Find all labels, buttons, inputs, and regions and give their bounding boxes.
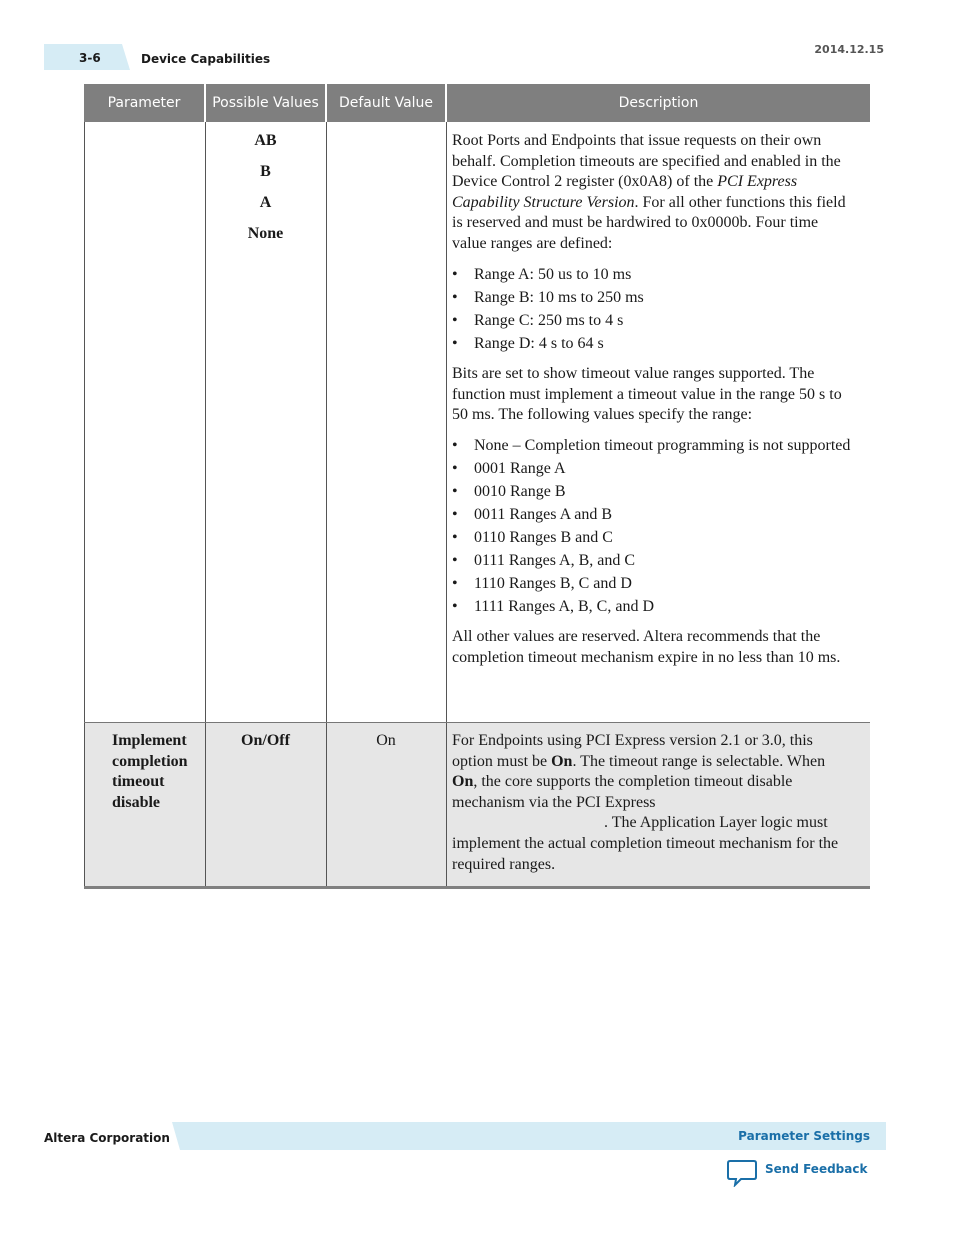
value-b: B	[260, 162, 271, 180]
column-header-default-value: Default Value	[327, 84, 445, 122]
column-header-parameter: Parameter	[84, 84, 204, 122]
value-a: A	[259, 193, 272, 211]
grid-line	[84, 122, 85, 886]
range-list	[452, 265, 852, 355]
possible-values-cell	[205, 131, 326, 255]
parameter-name: Implement completion timeout disable	[112, 732, 188, 811]
speech-bubble-icon[interactable]	[727, 1159, 757, 1192]
list-item: • Range B: 10 ms to 250 ms	[452, 288, 852, 309]
value-list	[452, 436, 852, 617]
description-paragraph: Bits are set to show timeout value ranges supported. The function must implement a timeout value in the range 50 s to 50 ms. The following values specify the range:	[452, 365, 842, 424]
grid-line	[326, 122, 327, 886]
description-cell: For Endpoints using PCI Express version 2.1 or 3.0, this option must be On. The timeout range is selectable. When On, the core supports the completion timeout disable mechanism via the PCI Express . The Application Layer logic must implement the actual completion timeout mechanism for the required ranges.	[452, 732, 839, 873]
page-number: 3-6	[79, 51, 101, 65]
list-item: • 0011 Ranges A and B	[452, 505, 852, 526]
list-item: • 1110 Ranges B, C and D	[452, 574, 852, 595]
value-none: None	[247, 224, 284, 242]
company-name: Altera Corporation	[44, 1131, 170, 1145]
send-feedback-link[interactable]: Send Feedback	[765, 1162, 868, 1176]
list-item: • 0001 Range A	[452, 459, 852, 480]
description-cell	[452, 131, 852, 679]
column-header-possible-values: Possible Values	[206, 84, 325, 122]
column-header-description: Description	[447, 84, 870, 122]
description-paragraph: Root Ports and Endpoints that issue requests on their own behalf. Completion timeouts are specified and enabled in the Device Control 2 register (0x0A8) of the PCI Express Capability Structure Version. For all other functions this field is reserved and must be hardwired to 0x0000b. Four time value ranges are defined:	[452, 132, 846, 252]
parameter-settings-link[interactable]: Parameter Settings	[738, 1129, 870, 1143]
list-item: • Range C: 250 ms to 4 s	[452, 311, 852, 332]
list-item: • Range D: 4 s to 64 s	[452, 334, 852, 355]
list-item: • None – Completion timeout programming is not supported	[452, 436, 852, 457]
value-ab: AB	[254, 132, 277, 149]
structure-version-title: PCI Express Capability Structure Version	[452, 173, 798, 211]
list-item: • 0111 Ranges A, B, and C	[452, 551, 852, 572]
list-item: • 0010 Range B	[452, 482, 852, 503]
default-value: On	[376, 732, 396, 749]
table-header	[84, 84, 870, 122]
document-date: 2014.12.15	[814, 43, 884, 56]
grid-line	[446, 122, 447, 886]
list-item: • 1111 Ranges A, B, C, and D	[452, 597, 852, 618]
row-divider	[84, 722, 870, 723]
list-item: • Range A: 50 us to 10 ms	[452, 265, 852, 286]
list-item: • 0110 Ranges B and C	[452, 528, 852, 549]
description-paragraph: All other values are reserved. Altera recommends that the completion timeout mechanism expire in no less than 10 ms.	[452, 628, 841, 666]
table-bottom-rule	[84, 886, 870, 889]
possible-values-cell: On/Off	[241, 732, 290, 749]
section-title: Device Capabilities	[141, 52, 271, 66]
